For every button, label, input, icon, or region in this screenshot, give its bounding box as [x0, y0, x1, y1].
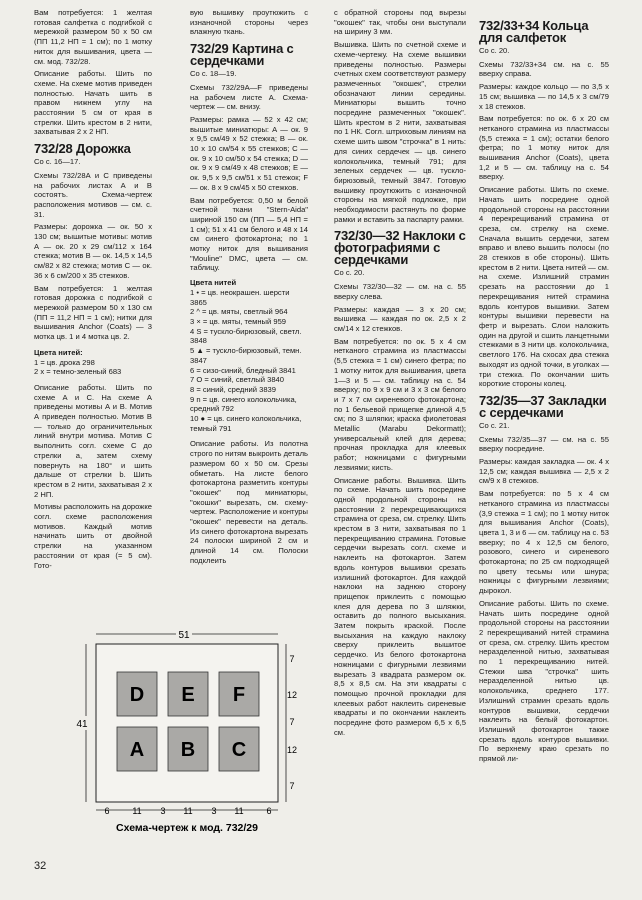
window-label: F — [232, 684, 246, 706]
paragraph: Схемы 732/30—32 — см. на с. 55 вверху слева. — [334, 282, 466, 301]
paragraph-description: Описание работы. Шить по схеме А и С. На схеме А приведены мотивы А и В. Мотив А приведен полностью. Мотив В — только до ограничительных линий внутри мотива. Мотив С выполнить согл. схеме С до стрелки а, затем схему повернуть на 180° и шить дальше от стрелки b. Шить крестом в 2 нити, захватывая 2 х 2 НП. — [34, 382, 152, 499]
frame-outline — [96, 644, 278, 802]
thread-item: 8 = синий, средний 3839 — [190, 384, 277, 394]
window-label: B — [180, 739, 196, 761]
paragraph-materials: Вам потребуется: по ок. 6 х 20 см нетканого страмина из пластмассы (5,5 стежка = 1 см); остатки белого фетра; по 1 мотку ниток для вышивания Anchor (Coats), цвета 1,2 и 5 — см. таблицу на с. 54 вверху. — [479, 114, 609, 182]
paragraph: Схемы 732/33+34 см. на с. 55 вверху справа. — [479, 59, 609, 79]
bottom-dim-label: 11 — [234, 806, 244, 816]
right-dim-label: 12 — [286, 745, 298, 755]
threads-legend — [190, 288, 308, 434]
paragraph-sizes: Размеры: каждая закладка — ок. 4 х 12,5 см; каждая вышивка — 2,5 х 2 см/9 х 8 стежков. — [479, 457, 609, 486]
paragraph: вую вышивку проутюжить с изнаночной стороны через влажную ткань. — [190, 8, 308, 37]
section-title-732-29: 732/29 Картина с сердечками — [190, 41, 294, 69]
paragraph: Схемы 732/35—37 — см. на с. 55 вверху посредине. — [479, 434, 609, 454]
window-e — [168, 672, 208, 716]
bottom-dim-label: 3 — [211, 806, 217, 816]
section-subtitle: Со с. 16—17. — [34, 157, 81, 167]
bottom-dim-label: 3 — [160, 806, 166, 816]
section-subtitle: Со с. 20. — [479, 46, 510, 55]
column-1 — [34, 8, 152, 573]
paragraph-materials: Вам потребуется: по ок. 5 х 4 см нетканого страмина из пластмассы (5,5 стежка = 1 см) синего фетра; по 1 мотку ниток для вышивания, цвета 1—3 и 5 — см. таблицу на с. 54 вверху; по 9 х 9 см и 3 х 3 см белого и 7 х 7 см сиреневого фотокартона; по 1 бельевой прищепке длиной 4,5 см; по 3 шляпки; краска фиолетовая Metallic (Marabu Dekormatt); универсальный клей для дерева; прочная прокладка для клеевых работ; ножницами с фигурными лезвиями; кисть. — [334, 336, 466, 472]
right-dim-label: 7 — [289, 654, 295, 664]
thread-item: 2 ^ = цв. мяты, светлый 964 — [190, 307, 288, 317]
section-title-732-33: 732/33+34 Кольца для салфеток — [479, 18, 589, 45]
threads-title: Цвета нитей — [190, 278, 237, 288]
thread-item: 2 х = темно-зеленый 683 — [34, 367, 122, 377]
thread-item: 5 ▲ = тускло-бирюзовый, темн. 3847 — [190, 346, 302, 365]
thread-item: 1 • = цв. неокрашен. шерсти 3865 — [190, 287, 290, 307]
section-title-732-28: 732/28 Дорожка — [34, 141, 131, 157]
thread-item: 10 ● = цв. синего колокольчика, темный 791 — [190, 414, 302, 433]
paragraph-sizes: Размеры: каждая — 3 х 20 см; вышивка — каждая по ок. 2,5 х 2 см/14 х 12 стежков. — [334, 304, 466, 333]
threads-legend — [34, 358, 152, 377]
window-label: D — [129, 684, 145, 706]
bottom-dim-label: 11 — [132, 806, 142, 816]
window-c — [219, 727, 259, 771]
window-label: A — [129, 739, 145, 761]
paragraph: с обратной стороны под вырезы "окошек" так, чтобы они выступали на ширину 3 мм. — [334, 8, 466, 37]
paragraph: Мотивы расположить на дорожке согл. схеме расположения мотивов. Каждый мотив начинать шить от двойной стрелки на указанном расстоянии от края (= 5 см). Гото- — [34, 502, 152, 570]
section-subtitle: Со с. 20. — [334, 268, 365, 278]
paragraph-description: Описание работы. Шить по схеме. Начать шить посредине одной продольной стороны на расстоянии 4 перекрещиваний страмина от среза, см. стрелку на схеме. Сначала вышить сердечки, затем вправо и влево вышить полосы (по 28 стежков в обе стороны). Шить крестом в 2 нити. Цвета нитей — см. на схеме. Излишний страмин срезать на расстоянии до 1 перекрещивания нитей страмина вдоль контуров вышивки. Затем контуры вышивки перевести на фетр и вырезать. Слои наложить один на другой и сшить ланцетными стежками в 3 нити цв. колокольчика, светлого 176. На схосах два стежка выходят из одной точки, в уголках — три стежка. По окончании шить короткие стороны колец. — [479, 185, 609, 389]
window-b — [168, 727, 208, 771]
thread-item: 9 n = цв. синего колокольчика, средний 792 — [190, 394, 297, 414]
paragraph-sizes: Размеры: каждое кольцо — по 3,5 х 15 см; вышивка — по 14,5 х 3 см/79 х 18 стежков. — [479, 82, 609, 111]
bottom-dim-label: 11 — [183, 806, 193, 816]
paragraph-description: Описание работы. Шить по схеме. Начать шить посредине одной продольной стороны на расстоянии 2 перекрещиваний нитей страмина от среза, см. стрелку. Шить крестом неразделенной нитью, захватывая по 1 перекрещиванию нитей. Стежки шва "строчка" шить неразделенной нитью цв. колокольчика, среднего 177. Излишний страмин срезать вдоль контуров вышивки, сердечки наклеить на белый фотокартон. Излишний фотокартон также срезать вдоль контуров вышивки. По верхнему краю срезать по прямой ли- — [479, 598, 609, 764]
schema-drawing — [66, 626, 306, 836]
column-4 — [479, 8, 609, 767]
right-dim-label: 7 — [289, 781, 295, 791]
paragraph-description: Описание работы. Вышивка. Шить по схеме. Начать шить посредине одной продольной стороны на расстоянии 2 перекрещивающихся страмина от среза, см. стрелку. Шить крестом в 3 нити, захватывая по 1 перекрещиванию страмина. Готовые сердечки вырезать согл. схеме и наклеить на фотокартон. Затем вдоль контуров вышивки срезать излишний фотокартон. Для каждой наклоки на заднюю сторону прищепок приклеить с помощью клея для дерева по 3 шляжки, оставить до полного высыхания. Затем покрыть краской. После высыхания на каждую наклоку сверху приклеить вышитое сердечко. Из белого фотокартона ножницами с фигурными лезвиями вырезать 3 квадрата размером ок. 8,5 х 8,5 см. На эти квадраты с помощью прочной прокладки для клеевых работ наклеить сиреневые квадраты и по окончании наклеить посредине фото размером 6,5 х 6,5 см. — [334, 475, 466, 737]
section-title-732-30: 732/30—32 Наклоки с фотографиями с сердечками — [334, 228, 466, 268]
thread-item: 6 = сизо-синий, бледный 3841 — [190, 365, 296, 375]
paragraph: Схемы 732/29А—F приведены на рабочем листе А. Схема-чертеж — см. внизу. — [190, 82, 308, 112]
paragraph-embroidery: Вышивка. Шить по счетной схеме и схеме-чертежу. На схеме вышивки приведены полностью. Размеры счетных схем соответствуют размеру размеченных "окошек", стрелки обозначают линии середины. Миниатюры вышить точно посредине размеченных "окошек". Шить крестом в 2 нити, захватывая по 1 НК. Согл. штриховым линиям на схеме шить швом "строчка" в 1 нить: для синих сердечек — цв. синего колокольчика, темный 791; для зеленых сердечек — цв. тускло-бирюзовый, темный 3847. Готовую вышивку проутюжить с изнаночной стороны на мягкой подложке, при необходимости растянуть по форме рамки и вставить за паспарту рамки. — [334, 40, 466, 224]
right-dim-label: 7 — [289, 717, 295, 727]
paragraph-materials: Вам потребуется: 1 желтая готовая дорожка с подгибкой с мережкой размером 50 х 130 см (ПП = 11,2 НП = 1 см); нитки для вышивания Anchor (Coats) — 3 мотка цв. 1 и 4 мотка цв. 2. — [34, 283, 152, 342]
paragraph-sizes: Размеры: дорожка — ок. 50 х 130 см; вышитые мотивы: мотив А — ок. 20 х 29 см/112 х 164 стежка; мотив В — ок. 14,5 х 14,5 см/82 х 82 стежка; мотив С — ок. 36 х 6 см/200 х 35 стежков. — [34, 222, 152, 280]
window-a — [117, 727, 157, 771]
threads-title: Цвета нитей: — [34, 347, 83, 357]
intro-materials: Вам потребуется: 1 желтая готовая салфетка с подгибкой с мережкой размером 50 х 50 см (ПП 11,2 НП = 1 см); по 1 мотку ниток для вышивания, цвета — см. мод. 732/28. — [34, 8, 152, 66]
window-label: C — [231, 739, 247, 761]
window-label: E — [181, 684, 195, 706]
section-subtitle: Со с. 21. — [479, 420, 510, 430]
bottom-dim-label: 6 — [104, 806, 110, 816]
column-2 — [190, 8, 308, 569]
paragraph-materials: Вам потребуется: по 5 х 4 см нетканого страмина из пластмассы (3,9 стежка = 1 см); по 1 мотку ниток для вышивания Anchor (Coats), цвета 1, 3 и 6 — см. таблицу на с. 53 вверху; по 4 х 12,5 см белого, розового, синего и сиреневого фотокартона; по 25 см подходящей по цвету тесьмы или шнура; ножницы с фигурными лезвиями; дырокол. — [479, 489, 609, 596]
thread-item: 4 S = тускло-бирюзовый, светл. 3848 — [190, 326, 302, 346]
window-f — [219, 672, 259, 716]
paragraph-description: Описание работы. Из полотна строго по нитям выкроить деталь размером 60 х 50 см. Срезы обметать. На листе белого фотокартона разметить контуры "окошек" под миниатюры, "окошки" вырезать, см. схему-чертеж. Расположение и контуры "окошек" перевести на деталь. Из синего фотокартона вырезать 24 полоски шириной 2 см и длиной 14 см. Полоски подклеить — [190, 439, 308, 565]
column-3 — [334, 8, 466, 741]
section-title-732-35: 732/35—37 Закладки с сердечками — [479, 392, 607, 420]
intro-description: Описание работы. Шить по схеме. На схеме мотив приведен полностью. Начать шить в правом нижнем углу на расстоянии 5 см от края в стрелки. Шить крестом в 2 нити, захватывая 2 х 2 НП. — [34, 69, 152, 137]
top-dimension-label: 51 — [178, 630, 190, 641]
window-d — [117, 672, 157, 716]
paragraph: Схемы 732/28А и С приведены на рабочих листах А и В состоятъ. Схема-чертеж расположения мотивов — см. с. 31. — [34, 170, 152, 219]
figure-caption: Схема-чертеж к мод. 732/29 — [116, 822, 258, 834]
paragraph-sizes: Размеры: рамка — 52 х 42 см; вышитые миниатюры: А — ок. 9 х 9,5 см/49 х 52 стежка; В — ок. 10 х 10 см/54 х 55 стежков; С — ок. 9 х 10 см/50 х 54 стежка; D — ок. 9 х 9 см/49 х 48 стежков; Е — ок. 9,5 х 9,5 см/51 х 51 стежок; F — ок. 8 х 9 см/45 х 50 стежков. — [190, 114, 308, 192]
thread-item: 3 × = цв. мяты, темный 959 — [190, 316, 287, 326]
thread-item: 7 O = синий, светлый 3840 — [190, 375, 284, 385]
section-subtitle: Со с. 18—19. — [190, 69, 237, 79]
left-dimension-label: 41 — [76, 719, 88, 730]
right-dim-label: 12 — [286, 690, 298, 700]
thread-item: 1 = цв. дрока 298 — [34, 357, 95, 367]
paragraph-materials: Вам потребуется: 0,50 м белой счетной ткани "Stern-Aida" шириной 150 см (ПП — 5,4 НП = 1 см); 51 х 41 см белого и 48 х 14 см синего фотокартона; по 1 мотку ниток для вышивания "Mouline" DMC, цвета — см. таблицу. — [190, 195, 308, 273]
page-number: 32 — [34, 860, 47, 872]
bottom-dim-label: 6 — [266, 806, 272, 816]
